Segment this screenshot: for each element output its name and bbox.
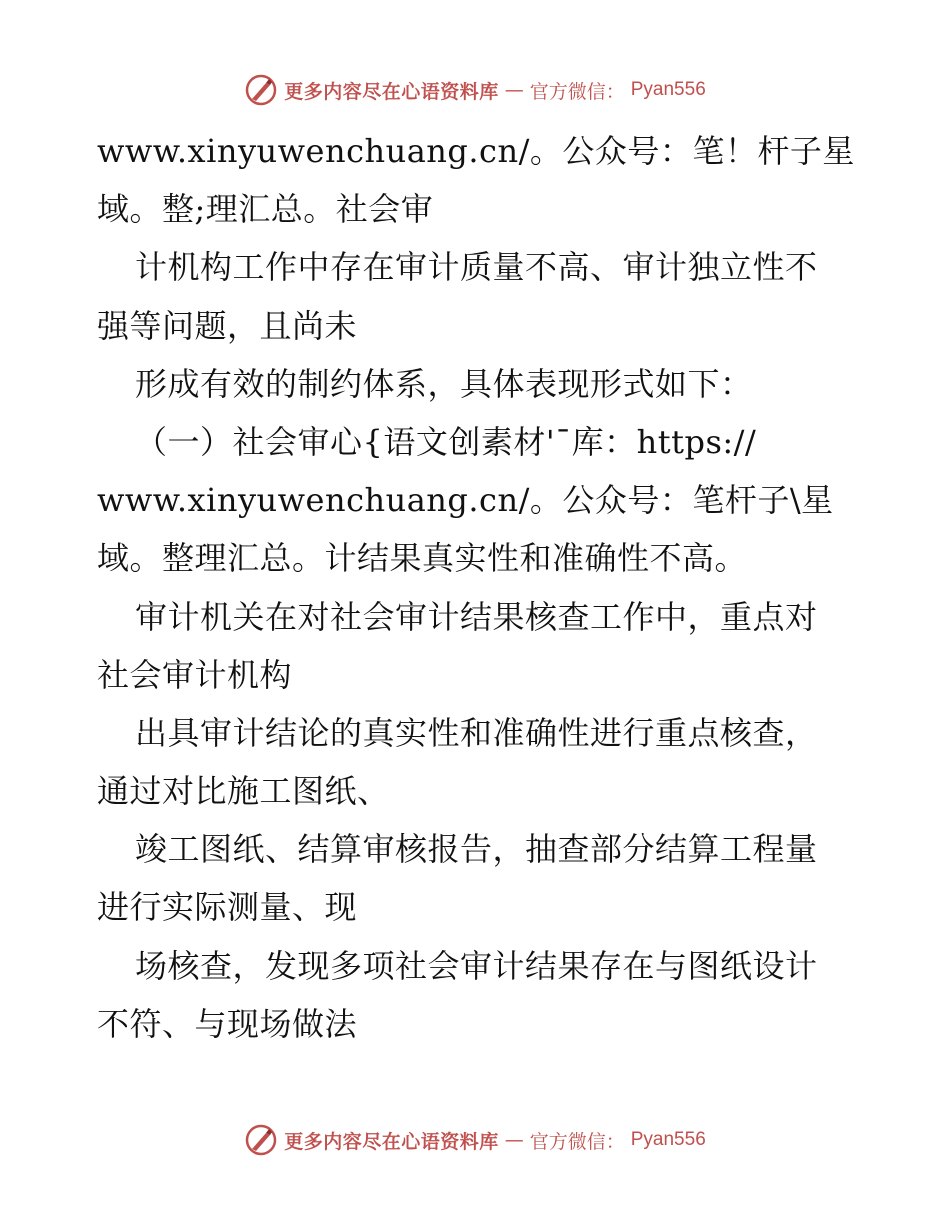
body-line-9: 审计机关在对社会审计结果核查工作中，重点对 [135, 597, 818, 636]
body-line-10: 社会审计机构 [97, 655, 293, 694]
pen-logo-icon [244, 1123, 278, 1157]
document-body [97, 122, 867, 1053]
footer-wechat-id: Pyan556 [630, 1129, 706, 1150]
body-line-16: 不符、与现场做法 [97, 1004, 358, 1043]
body-line-13: 竣工图纸、结算审核报告，抽查部分结算工程量 [135, 830, 818, 869]
body-line-1: www.xinyuwenchuang.cn/。公众号：笔！杆子星 [97, 132, 855, 170]
body-line-7: www.xinyuwenchuang.cn/。公众号：笔杆子\星 [97, 481, 834, 520]
body-line-6: （一）社会审心{语文创素材'¯库：https:// [135, 422, 757, 461]
body-line-12: 通过对比施工图纸、 [97, 772, 390, 811]
body-line-15: 场核查，发现多项社会审计结果存在与图纸设计 [135, 946, 818, 985]
header-dash: — [504, 79, 524, 101]
pen-logo-icon [244, 73, 278, 107]
header-wechat-label: 官方微信： [529, 80, 625, 103]
body-line-2: 域。整;理汇总。社会审 [97, 190, 434, 229]
header-wechat-id: Pyan556 [630, 79, 706, 100]
page-header-banner [0, 70, 950, 110]
footer-brand-text: 更多内容尽在心语资料库 [284, 1130, 499, 1153]
footer-dash: — [504, 1129, 524, 1151]
body-line-11: 出具审计结论的真实性和准确性进行重点核查， [135, 713, 818, 752]
header-brand-text: 更多内容尽在心语资料库 [284, 80, 499, 103]
body-line-4: 强等问题，且尚未 [97, 306, 358, 345]
body-line-3: 计机构工作中存在审计质量不高、审计独立性不 [135, 248, 818, 287]
body-line-8: 域。整理汇总。计结果真实性和准确性不高。 [97, 539, 748, 578]
footer-wechat-label: 官方微信： [529, 1130, 625, 1153]
page-footer-banner [0, 1120, 950, 1160]
body-line-14: 进行实际测量、现 [97, 888, 358, 927]
body-line-5: 形成有效的制约体系，具体表现形式如下： [135, 364, 753, 403]
